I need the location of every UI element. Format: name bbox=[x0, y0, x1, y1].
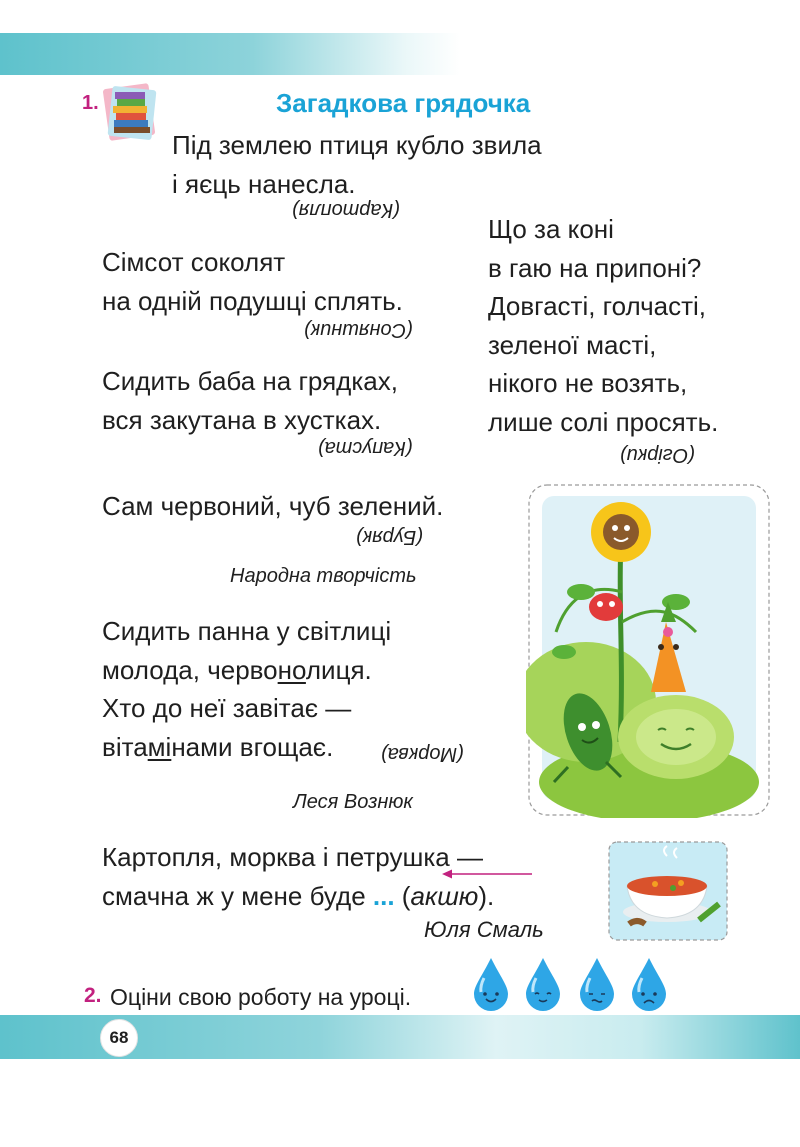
riddle-answer-upside-down: (Картопля) bbox=[292, 199, 400, 221]
riddle-line: Що за коні bbox=[488, 214, 614, 244]
happy-drop-icon[interactable] bbox=[472, 956, 510, 1012]
text-part: ). bbox=[478, 880, 495, 911]
riddle-line: зеленої масті, bbox=[488, 329, 657, 360]
riddle-line: на одній подушці сплять. bbox=[102, 285, 403, 316]
riddle-line: Під землею птиця кубло звила bbox=[172, 130, 542, 160]
text-part: ( bbox=[394, 880, 411, 911]
poem-answer-upside-down: (Морква) bbox=[381, 743, 464, 765]
poem-line bbox=[102, 877, 494, 916]
riddle-line: Сам червоний, чуб зелений. bbox=[102, 491, 444, 521]
riddle-line: в гаю на припоні? bbox=[488, 252, 702, 283]
riddle-line: і яєць нанесла. bbox=[172, 168, 356, 199]
top-header-band bbox=[0, 33, 460, 75]
poem-line bbox=[102, 651, 391, 690]
poem-line bbox=[102, 728, 391, 767]
poem-soup bbox=[102, 838, 494, 915]
vegetable-garden-illustration bbox=[526, 482, 772, 818]
text-part: віта bbox=[102, 731, 148, 762]
riddle-3 bbox=[102, 243, 403, 320]
self-assessment-prompt: Оціни свою роботу на уроці. bbox=[110, 984, 412, 1010]
poem-line: Картопля, морква і петрушка — bbox=[102, 842, 483, 872]
riddle-line: нікого не возять, bbox=[488, 368, 688, 398]
author-credit: Юля Смаль bbox=[424, 917, 544, 942]
sad-drop-icon[interactable] bbox=[630, 956, 668, 1012]
text-part: смачна ж у мене буде bbox=[102, 880, 373, 911]
arrow-left-icon bbox=[442, 868, 532, 880]
unsure-drop-icon[interactable] bbox=[578, 956, 616, 1012]
blank-dots: ... bbox=[372, 880, 395, 911]
underlined-syllable: мі bbox=[147, 731, 172, 762]
underlined-syllable: но bbox=[277, 654, 306, 685]
riddle-1 bbox=[172, 126, 542, 203]
riddle-line: лише солі просять. bbox=[488, 406, 719, 437]
riddle-line: вся закутана в хустках. bbox=[102, 404, 382, 435]
text-part: нами вгощає. bbox=[171, 731, 334, 762]
riddle-2 bbox=[488, 210, 718, 441]
poem-carrot bbox=[102, 612, 391, 766]
soup-bowl-illustration bbox=[607, 840, 729, 942]
poem-line: Сидить панна у світлиці bbox=[102, 616, 392, 646]
page-number: 68 bbox=[100, 1019, 138, 1057]
task-number-1: 1. bbox=[82, 92, 99, 114]
riddle-answer-upside-down: (Соняшник) bbox=[304, 319, 413, 341]
task-number-2: 2. bbox=[84, 984, 102, 1007]
riddle-4 bbox=[102, 362, 398, 439]
scrambled-hint: акшю bbox=[410, 880, 479, 911]
riddle-5 bbox=[102, 487, 443, 526]
riddle-answer-upside-down: (Буряк) bbox=[356, 526, 423, 548]
riddle-line: Довгасті, голчасті, bbox=[488, 291, 706, 321]
content-drop-icon[interactable] bbox=[524, 956, 562, 1012]
section-title: Загадкова грядочка bbox=[276, 88, 531, 118]
text-part: молода, черво bbox=[102, 654, 278, 685]
author-credit: Народна творчість bbox=[230, 565, 417, 587]
self-assessment-drops bbox=[472, 956, 668, 1012]
riddle-answer-upside-down: (Огірки) bbox=[620, 444, 695, 466]
riddle-answer-upside-down: (Капуста) bbox=[318, 437, 413, 459]
text-part: лиця. bbox=[305, 654, 372, 685]
books-icon bbox=[100, 82, 164, 142]
riddle-line: Сидить баба на грядках, bbox=[102, 366, 398, 396]
poem-line: Хто до неї завітає — bbox=[102, 693, 352, 723]
riddle-line: Сімсот соколят bbox=[102, 247, 286, 277]
author-credit: Леся Вознюк bbox=[293, 791, 413, 813]
